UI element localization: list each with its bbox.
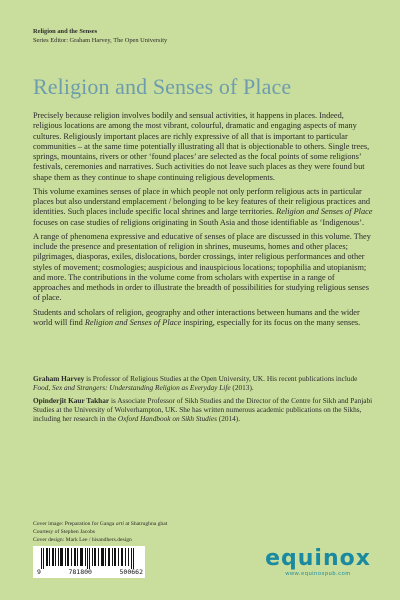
bio-book: Oxford Handbook on Sikh Studies — [117, 414, 217, 424]
bio-takhar — [33, 396, 373, 423]
barcode-digits — [37, 568, 143, 576]
bio-book: Food, Sex and Strangers: Understanding Religion as Everyday Life — [33, 383, 231, 393]
bio-harvey — [33, 374, 373, 392]
series-editor: Series Editor: Graham Harvey, The Open University — [33, 37, 168, 44]
blurb-paragraph-3: A range of phenomena expressive and educative of senses of place are discussed in this volume. They include the presence and presentation of religion in shrines, museums, homes and other places; pilgrimages, diasporas, exiles, dislocations, border crossings, inter religious performances and other styles of movement; cosmologies; auspicious and inauspicious locations; topophilia and utopianism; and more. The contributions in the volume come from scholars with expertise in a range of approaches and methods in order to illustrate the breadth of possibilities for studying religious senses of place. — [33, 231, 371, 303]
blurb-paragraph-1: Precisely because religion involves bodily and sensual activities, it happens in places. Indeed, religious locations are among the most vibrant, colourful, dramatic and engaging aspects of many cultures. Religiously important places are richly expressive of all that is important to particular communities – at the same time potentially illustrating all that is objectionable to others. Single trees, springs, mountains, rivers or other ‘found places’ are selected as the focal points of some religions’ festivals, ceremonies and narratives. Such activities do not leave such places as they were found but shape them as they continue to shape continuing religious developments. — [33, 111, 370, 182]
publisher-url: www.equinoxpub.com — [285, 571, 351, 577]
blurb-paragraph-4 — [33, 308, 373, 329]
series-name: Religion and the Senses — [33, 28, 98, 35]
book-title-italic: Religion and Senses of Place — [276, 207, 373, 217]
blurb-paragraph-2 — [33, 187, 373, 228]
barcode-bars — [39, 548, 139, 569]
cover-image-credit — [33, 521, 167, 529]
cover-credits — [33, 521, 167, 545]
publisher-logo — [258, 548, 378, 577]
blurb-text: This volume examines senses of place in which people not only perform religious acts in particular places but also understand emplacement / belonging to be key features of their religious practices and identities. Such places include specific local shrines and large territories. — [33, 186, 371, 217]
publisher-logo-wordmark: equinox — [265, 546, 371, 571]
blurb-text: focuses on case studies of religions originating in South Asia and those identifiable as ‘Indigenous’. — [33, 217, 365, 227]
blurb-text: inspiring, especially for its focus on the many senses. — [183, 317, 361, 327]
design-credit: Cover design: Mark Lee / hisandhers.design — [33, 536, 132, 543]
barcode-digit-group: 9 — [37, 568, 41, 576]
bio-year: (2013). — [232, 383, 254, 393]
author-bios — [33, 374, 373, 427]
barcode — [33, 546, 145, 578]
credit-text: Cover image: Preparation for Ganga — [33, 521, 115, 527]
bio-text: is Associate Professor of Sikh Studies and the Director of the Centre for Sikh and Panjabi Studies at the University of Wolverhampton, UK. She has written numerous academic publications on the Sikhs, including her research in the — [33, 396, 373, 424]
author-name: Graham Harvey — [33, 374, 85, 383]
credit-text: at Shatrughna ghat — [125, 521, 168, 527]
courtesy-credit: Courtesy of Stephen Jacobs — [33, 528, 95, 535]
blurb-text: Students and scholars of religion, geography and other interactions between humans and the wider world will find — [33, 307, 360, 327]
author-name: Opinderjit Kaur Takhar — [33, 396, 110, 406]
bio-text: is Professor of Religious Studies at the Open University, UK. His recent publications include — [86, 374, 358, 383]
blurb — [33, 111, 373, 332]
series-info — [33, 27, 167, 45]
credit-italic: arti — [115, 521, 124, 527]
book-title-italic: Religion and Senses of Place — [84, 317, 182, 327]
book-title: Religion and Senses of Place — [33, 74, 292, 99]
barcode-digit-group: 781800 — [68, 568, 92, 576]
bio-year: (2014). — [218, 414, 241, 424]
barcode-digit-group: 500662 — [119, 568, 143, 576]
